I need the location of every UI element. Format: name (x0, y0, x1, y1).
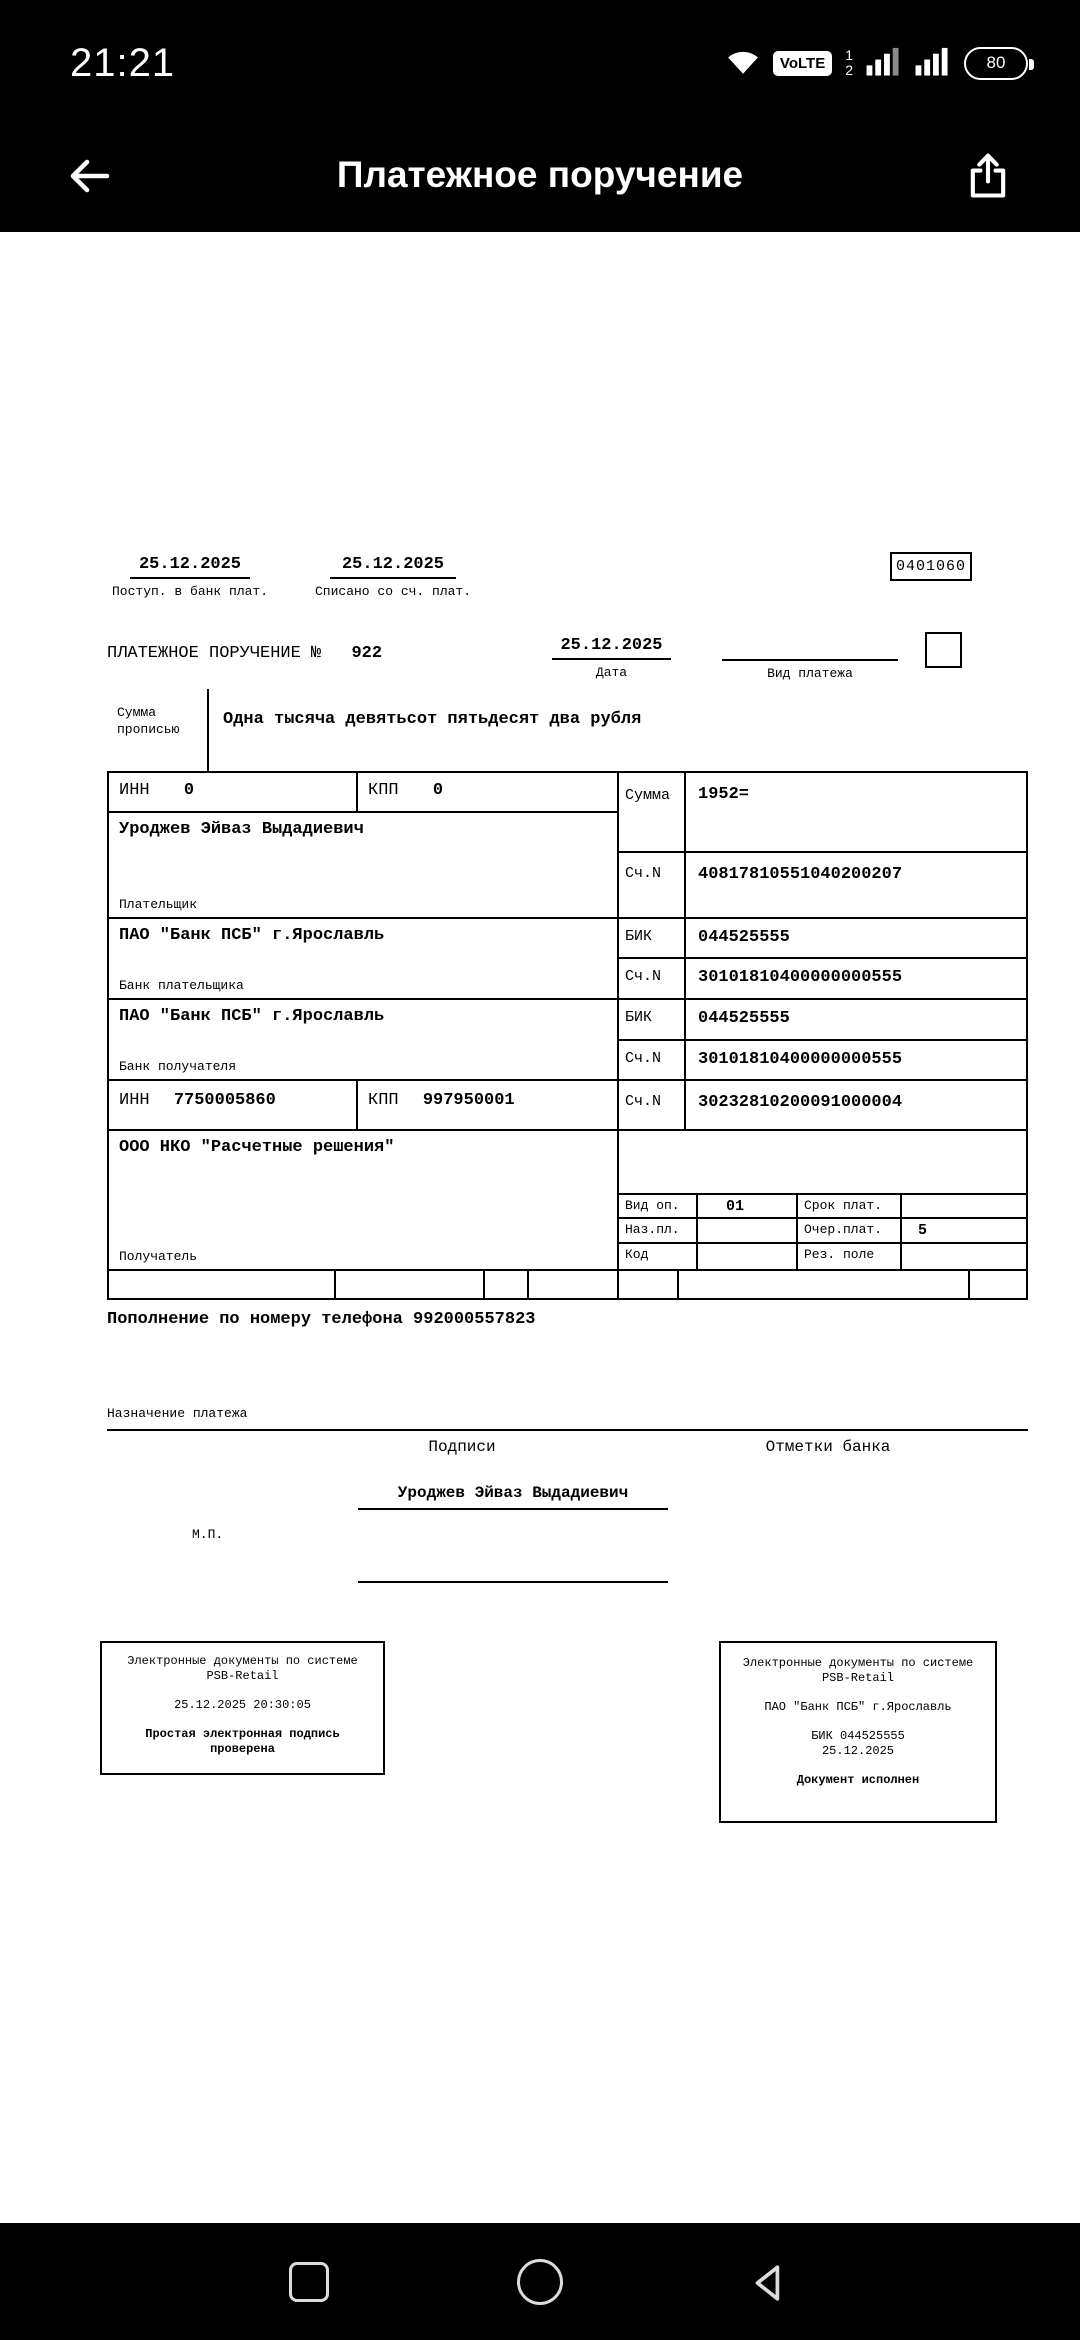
bank-stamp: Электронные документы по системе PSB-Retail ПАО "Банк ПСБ" г.Ярославль БИК 044525555 25.12.2025 Документ исполнен (719, 1641, 997, 1823)
battery-indicator (964, 47, 1028, 80)
signature-name: Уроджев Эйваз Выдадиевич (358, 1484, 668, 1510)
payee-inn-cell: ИНН 7750005860 (109, 1081, 358, 1129)
amount-words-row (107, 689, 1028, 773)
purpose-label-row (107, 1404, 1028, 1431)
payer-bank-bik-row: БИК 044525555 (619, 919, 1026, 959)
debited-date-label: Списано со сч. плат. (315, 584, 472, 599)
payee-inn-kpp-row (109, 1081, 617, 1131)
payer-name: Уроджев Эйваз Выдадиевич (119, 820, 364, 839)
stamp-status: Документ исполнен (796, 1773, 920, 1787)
bottom-cells-row (107, 1269, 1028, 1300)
grid-cell (679, 1271, 970, 1298)
payer-label: Плательщик (119, 897, 198, 912)
payee-bank-name: ПАО "Банк ПСБ" г.Ярославль (119, 1007, 385, 1026)
payer-bank-bik-value: 044525555 (698, 928, 790, 947)
grid-cell (619, 1271, 679, 1298)
payer-bank-account-row: Сч.N 30101810400000000555 (619, 959, 1026, 1000)
signatures-header: Подписи (428, 1438, 496, 1456)
payer-kpp-cell (358, 773, 617, 811)
payer-inn-kpp-row (109, 773, 617, 813)
op-type-row: Вид оп. 01 Срок плат. (619, 1193, 1026, 1219)
payee-bank-bik-row: БИК 044525555 (619, 1000, 1026, 1041)
payee-kpp-value: 997950001 (422, 1091, 515, 1110)
payer-cell (109, 813, 617, 919)
share-button[interactable] (962, 150, 1014, 202)
op-type-value: 01 (698, 1195, 798, 1217)
received-date-value: 25.12.2025 (130, 555, 250, 579)
share-icon (962, 150, 1014, 202)
sum-row (619, 773, 1026, 853)
payer-inn-value: 0 (183, 781, 195, 800)
kpp-label: КПП (368, 781, 399, 800)
received-date-label: Поступ. в банк плат. (112, 584, 269, 599)
stamp-bank-name: ПАО "Банк ПСБ" г.Ярославль (764, 1700, 952, 1714)
stamp-timestamp: 25.12.2025 20:30:05 (174, 1698, 311, 1712)
doc-title-line (107, 644, 382, 663)
table-left-column (109, 773, 619, 1269)
status-bar (0, 0, 1080, 120)
sim1-label: 1 (845, 47, 853, 63)
payee-bank-bik-value: 044525555 (698, 1009, 790, 1028)
doc-date-label: Дата (595, 665, 628, 680)
payee-bank-cell (109, 1000, 617, 1081)
debited-date-value: 25.12.2025 (330, 555, 456, 579)
grid-cell (336, 1271, 485, 1298)
payer-account-row: Сч.N 40817810551040200207 (619, 853, 1026, 919)
grid-cell (970, 1271, 1026, 1298)
home-button[interactable] (517, 2259, 563, 2305)
grid-cell (529, 1271, 619, 1298)
payment-type-checkbox (925, 632, 962, 668)
payee-account-row: Сч.N 30232810200091000004 (619, 1081, 1026, 1131)
form-code-box: 0401060 (890, 552, 972, 581)
nazpl-row: Наз.пл. Очер.плат. 5 (619, 1219, 1026, 1244)
payee-kpp-cell: КПП 997950001 (368, 1091, 515, 1110)
page-title: Платежное поручение (336, 154, 744, 195)
doc-date-group (552, 636, 671, 680)
grid-cell (109, 1271, 336, 1298)
signal-bars-sim1-icon (866, 45, 902, 82)
sum-value: 1952= (698, 785, 750, 804)
payee-cell (109, 1131, 617, 1269)
payer-bank-label: Банк плательщика (119, 978, 244, 993)
code-row: Код Рез. поле (619, 1244, 1026, 1269)
sim2-label: 2 (845, 62, 853, 78)
payer-inn-cell (109, 773, 358, 811)
signature-stamp: Электронные документы по системе PSB-Retail 25.12.2025 20:30:05 Простая электронная подпись проверена (100, 1641, 385, 1775)
mp-label: М.П. (192, 1527, 224, 1542)
debited-date-group (315, 555, 471, 599)
payee-inn-value: 7750005860 (173, 1091, 276, 1110)
nazpl-value (698, 1219, 798, 1242)
wifi-icon (726, 46, 760, 81)
res-field-value (902, 1244, 1026, 1269)
priority-value: 5 (918, 1222, 928, 1239)
payee-bank-account-row: Сч.N 30101810400000000555 (619, 1041, 1026, 1081)
payee-bank-label: Банк получателя (119, 1059, 237, 1074)
purpose-text: Пополнение по номеру телефона 992000557823 (107, 1310, 536, 1329)
amount-words-value: Одна тысяча девятьсот пятьдесят два рубля (223, 710, 642, 729)
stamp-bik: БИК 044525555 (811, 1729, 905, 1743)
table-right-column (619, 773, 1026, 1269)
payer-account-value: 40817810551040200207 (698, 865, 903, 884)
signal-bars-sim2-icon (915, 45, 951, 82)
grid-cell (485, 1271, 529, 1298)
payer-kpp-value: 0 (432, 781, 444, 800)
sim-indicator (845, 48, 853, 78)
doc-title: ПЛАТЕЖНОЕ ПОРУЧЕНИЕ № (107, 644, 322, 663)
battery-percent: 80 (986, 53, 1006, 72)
received-date-group (112, 555, 268, 599)
payee-bank-account-value: 30101810400000000555 (698, 1050, 903, 1069)
payee-label: Получатель (119, 1249, 198, 1264)
payment-type-group (722, 636, 898, 681)
amount-words-label: Сумма прописью (107, 689, 209, 771)
payer-bank-account-value: 30101810400000000555 (698, 968, 903, 987)
doc-number: 922 (351, 644, 383, 663)
code-value (698, 1244, 798, 1269)
purpose-label: Назначение платежа (107, 1406, 248, 1421)
payer-bank-name: ПАО "Банк ПСБ" г.Ярославль (119, 926, 385, 945)
payment-type-line (722, 636, 898, 661)
inn-label: ИНН (119, 781, 150, 800)
signature-line-2 (358, 1581, 668, 1583)
payee-name: ООО НКО "Расчетные решения" (119, 1138, 395, 1157)
sum-label: Сумма (619, 773, 686, 851)
pay-term-value (902, 1195, 1026, 1217)
payment-table (107, 773, 1028, 1300)
volte-badge: VoLTE (773, 51, 832, 76)
payment-type-label: Вид платежа (767, 666, 853, 681)
navigation-bar (0, 2223, 1080, 2340)
status-icons (726, 45, 1028, 82)
right-spacer-cell (619, 1131, 1026, 1193)
back-nav-button[interactable] (748, 2262, 790, 2309)
back-triangle-icon (748, 2262, 790, 2304)
clock: 21:21 (70, 40, 176, 85)
bank-marks-header: Отметки банка (765, 1438, 891, 1456)
stamp-date: 25.12.2025 (821, 1744, 894, 1758)
doc-date-value: 25.12.2025 (552, 636, 671, 660)
payee-account-value: 30232810200091000004 (698, 1093, 903, 1112)
app-bar (0, 120, 1080, 232)
document-viewer (0, 232, 1080, 2223)
recents-button[interactable] (289, 2262, 329, 2302)
payer-bank-cell (109, 919, 617, 1000)
